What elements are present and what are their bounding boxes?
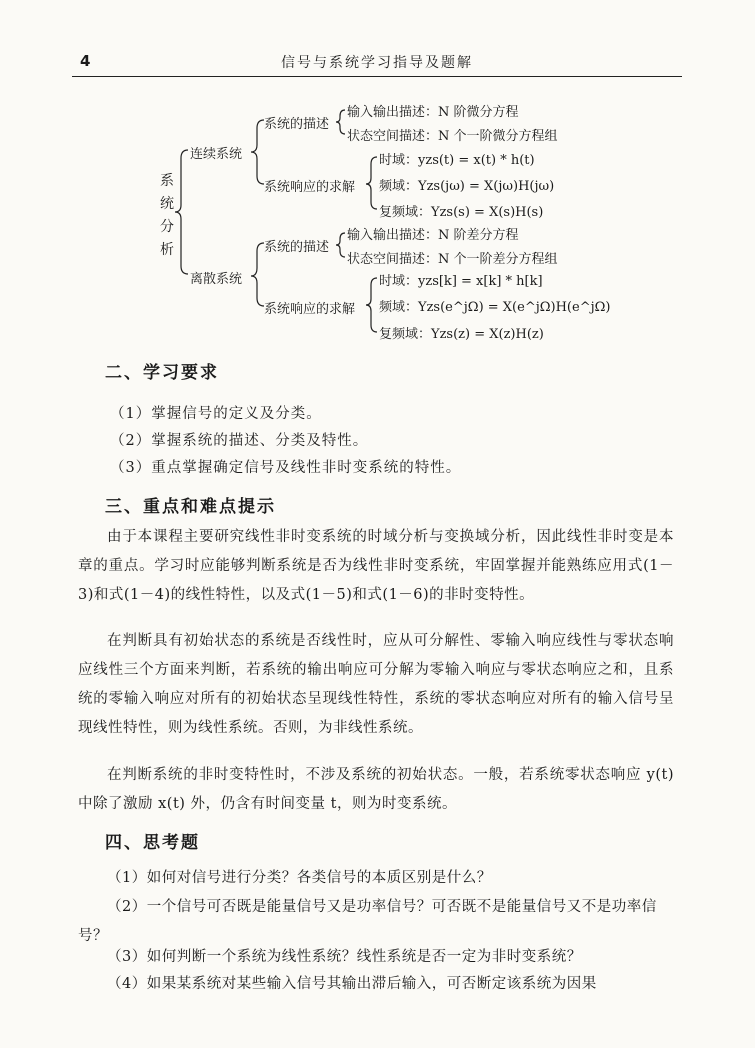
requirement-1: （1）掌握信号的定义及分类。 (110, 406, 322, 422)
section-3-title: 三、重点和难点提示 (105, 497, 276, 517)
section-2-title: 二、学习要求 (105, 363, 219, 383)
cont-desc-io: 输入输出描述：N 阶微分方程 (347, 105, 519, 120)
disc-desc-state: 状态空间描述：N 个一阶差分方程组 (347, 252, 558, 267)
key-point-paragraph-1: 由于本课程主要研究线性非时变系统的时域分析与变换域分析，因此线性非时变是本章的重点。学习时应能够判断系统是否为线性非时变系统，牢固掌握并能熟练应用式(1－3)和式(1－4)的线性特性，以及式(1－5)和式(1－6)的非时变特性。 (78, 529, 674, 603)
root-char-4: 析 (160, 242, 174, 258)
question-1: （1）如何对信号进行分类？各类信号的本质区别是什么？ (107, 870, 492, 886)
requirement-3: （3）重点掌握确定信号及线性非时变系统的特性。 (110, 460, 462, 476)
brace-disc-resp (366, 278, 377, 332)
system-analysis-tree (0, 0, 755, 340)
brace-cont-desc (336, 110, 345, 134)
section-4-title: 四、思考题 (105, 833, 200, 853)
brace-continuous (251, 120, 264, 184)
disc-description-label: 系统的描述 (264, 240, 330, 255)
question-3: （3）如何判断一个系统为线性系统？线性系统是否一定为非时变系统？ (107, 949, 582, 965)
brace-disc-desc (336, 233, 345, 257)
tree-braces (0, 0, 755, 340)
brace-root (175, 150, 188, 274)
cont-resp-time: 时域：yzs(t) = x(t) * h(t) (379, 153, 535, 168)
question-2: （2）一个信号可否既是能量信号又是功率信号？可否既不是能量信号又不是功率信号？ (78, 899, 657, 944)
cont-desc-state: 状态空间描述：N 个一阶微分方程组 (347, 129, 558, 144)
brace-discrete (251, 243, 264, 306)
root-char-2: 统 (160, 196, 174, 212)
question-4: （4）如果某系统对某些输入信号其输出滞后输入，可否断定该系统为因果 (107, 976, 597, 992)
cont-resp-complex: 复频域：Yzs(s) = X(s)H(s) (379, 205, 544, 220)
disc-resp-complex: 复频域：Yzs(z) = X(z)H(z) (379, 327, 544, 342)
root-char-3: 分 (160, 219, 174, 235)
disc-response-label: 系统响应的求解 (264, 302, 356, 317)
discrete-system-label: 离散系统 (190, 272, 243, 287)
disc-desc-io: 输入输出描述：N 阶差分方程 (347, 228, 519, 243)
requirement-2: （2）掌握系统的描述、分类及特性。 (110, 433, 369, 449)
cont-resp-freq: 频域：Yzs(jω) = X(jω)H(jω) (379, 179, 555, 194)
brace-cont-resp (366, 157, 377, 209)
key-point-paragraph-3: 在判断系统的非时变特性时，不涉及系统的初始状态。一般，若系统零状态响应 y(t) 中除了激励 x(t) 外，仍含有时间变量 t，则为时变系统。 (78, 767, 674, 812)
page-number: 4 (80, 52, 91, 70)
cont-response-label: 系统响应的求解 (264, 180, 356, 195)
cont-description-label: 系统的描述 (264, 117, 330, 132)
disc-resp-freq: 频域：Yzs(e^jΩ) = X(e^jΩ)H(e^jΩ) (379, 300, 611, 315)
disc-resp-time: 时域：yzs[k] = x[k] * h[k] (379, 274, 543, 289)
continuous-system-label: 连续系统 (190, 147, 243, 162)
key-point-paragraph-2: 在判断具有初始状态的系统是否线性时，应从可分解性、零输入响应线性与零状态响应线性三个方面来判断，若系统的输出响应可分解为零输入响应与零状态响应之和，且系统的零输入响应对所有的初始状态呈现线性特性，系统的零状态响应对所有的输入信号呈现线性特性，则为线性系统。否则，为非线性系统。 (78, 633, 674, 736)
root-char-1: 系 (160, 173, 174, 189)
book-title: 信号与系统学习指导及题解 (281, 55, 473, 71)
